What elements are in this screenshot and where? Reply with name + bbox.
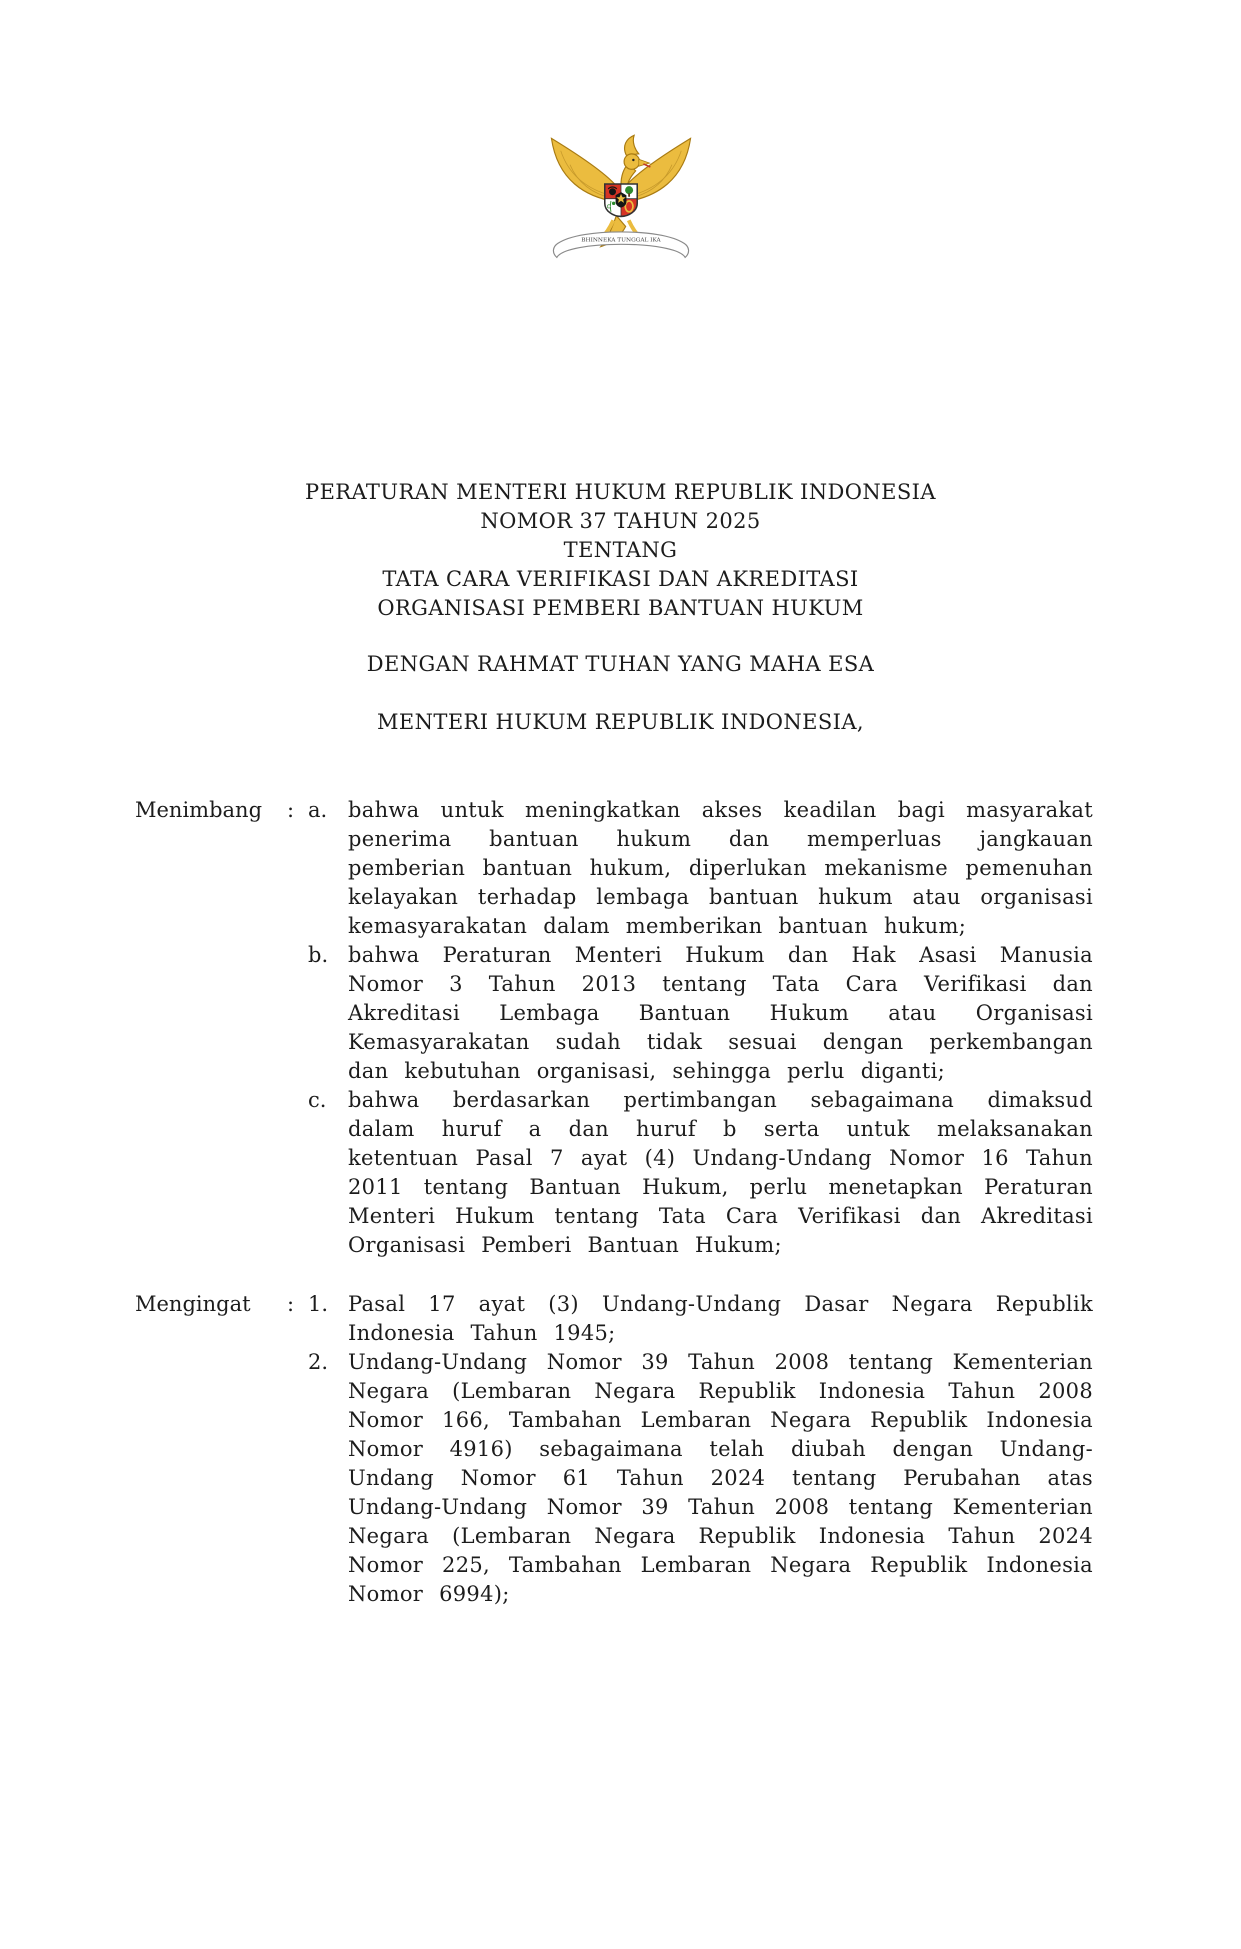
document-body xyxy=(135,796,1093,1609)
title-line-1: PERATURAN MENTERI HUKUM REPUBLIK INDONESIA xyxy=(305,480,936,504)
pancasila-shield xyxy=(604,184,636,216)
item-text: Undang-Undang Nomor 39 Tahun 2008 tentang Kementerian Negara (Lembaran Negara Republik Indonesia Tahun 2008 Nomor 166, Tambahan Lembaran Negara Republik Indonesia Nomor 4916) sebagaimana telah diubah dengan Undang-Undang Nomor 61 Tahun 2024 tentang Perubahan atas Undang-Undang Nomor 39 Tahun 2008 tentang Kementerian Negara (Lembaran Negara Republik Indonesia Tahun 2024 Nomor 225, Tambahan Lembaran Negara Republik Indonesia Nomor 6994); xyxy=(348,1350,1093,1606)
title-line-5: ORGANISASI PEMBERI BANTUAN HUKUM xyxy=(377,596,864,620)
motto-ribbon xyxy=(553,232,688,258)
consideration-item-a xyxy=(135,796,1093,941)
section-colon: : xyxy=(287,798,295,822)
motto-text: BHINNEKA TUNGGAL IKA xyxy=(580,237,661,244)
item-marker: b. xyxy=(308,943,329,967)
item-text: bahwa Peraturan Menteri Hukum dan Hak Asasi Manusia Nomor 3 Tahun 2013 tentang Tata Cara Verifikasi dan Akreditasi Lembaga Bantuan Hukum atau Organisasi Kemasyarakatan sudah tidak sesuai dengan perkembangan dan kebutuhan organisasi, sehingga perlu diganti; xyxy=(348,943,1093,1083)
section-colon: : xyxy=(287,1292,295,1316)
section-label: Mengingat xyxy=(135,1292,251,1316)
item-marker: 1. xyxy=(308,1292,329,1316)
item-text: bahwa untuk meningkatkan akses keadilan bagi masyarakat penerima bantuan hukum dan memperluas jangkauan pemberian bantuan hukum, diperlukan mekanisme pemenuhan kelayakan terhadap lembaga bantuan hukum atau organisasi kemasyarakatan dalam memberikan bantuan hukum; xyxy=(348,798,1093,938)
item-marker: c. xyxy=(308,1088,327,1112)
legal-basis-item-2 xyxy=(135,1348,1093,1609)
section-menimbang xyxy=(135,796,1093,1260)
title-line-3: TENTANG xyxy=(563,538,678,562)
title-line-4: TATA CARA VERIFIKASI DAN AKREDITASI xyxy=(382,567,859,591)
consideration-item-b xyxy=(135,941,1093,1086)
emblem-container xyxy=(0,114,1241,271)
document-title-block xyxy=(0,478,1241,623)
invocation-line: DENGAN RAHMAT TUHAN YANG MAHA ESA xyxy=(366,652,875,676)
item-text: Pasal 17 ayat (3) Undang-Undang Dasar Negara Republik Indonesia Tahun 1945; xyxy=(348,1292,1093,1345)
garuda-pancasila-emblem xyxy=(536,114,706,271)
consideration-item-c xyxy=(135,1086,1093,1260)
item-marker: a. xyxy=(308,798,328,822)
legal-basis-item-1 xyxy=(135,1290,1093,1348)
authority-line: MENTERI HUKUM REPUBLIK INDONESIA, xyxy=(377,710,864,734)
title-line-2: NOMOR 37 TAHUN 2025 xyxy=(480,509,761,533)
item-marker: 2. xyxy=(308,1350,329,1374)
item-text: bahwa berdasarkan pertimbangan sebagaimana dimaksud dalam huruf a dan huruf b serta untuk melaksanakan ketentuan Pasal 7 ayat (4) Undang-Undang Nomor 16 Tahun 2011 tentang Bantuan Hukum, perlu menetapkan Peraturan Menteri Hukum tentang Tata Cara Verifikasi dan Akreditasi Organisasi Pemberi Bantuan Hukum; xyxy=(348,1088,1093,1257)
section-label: Menimbang xyxy=(135,798,263,822)
section-mengingat xyxy=(135,1290,1093,1609)
